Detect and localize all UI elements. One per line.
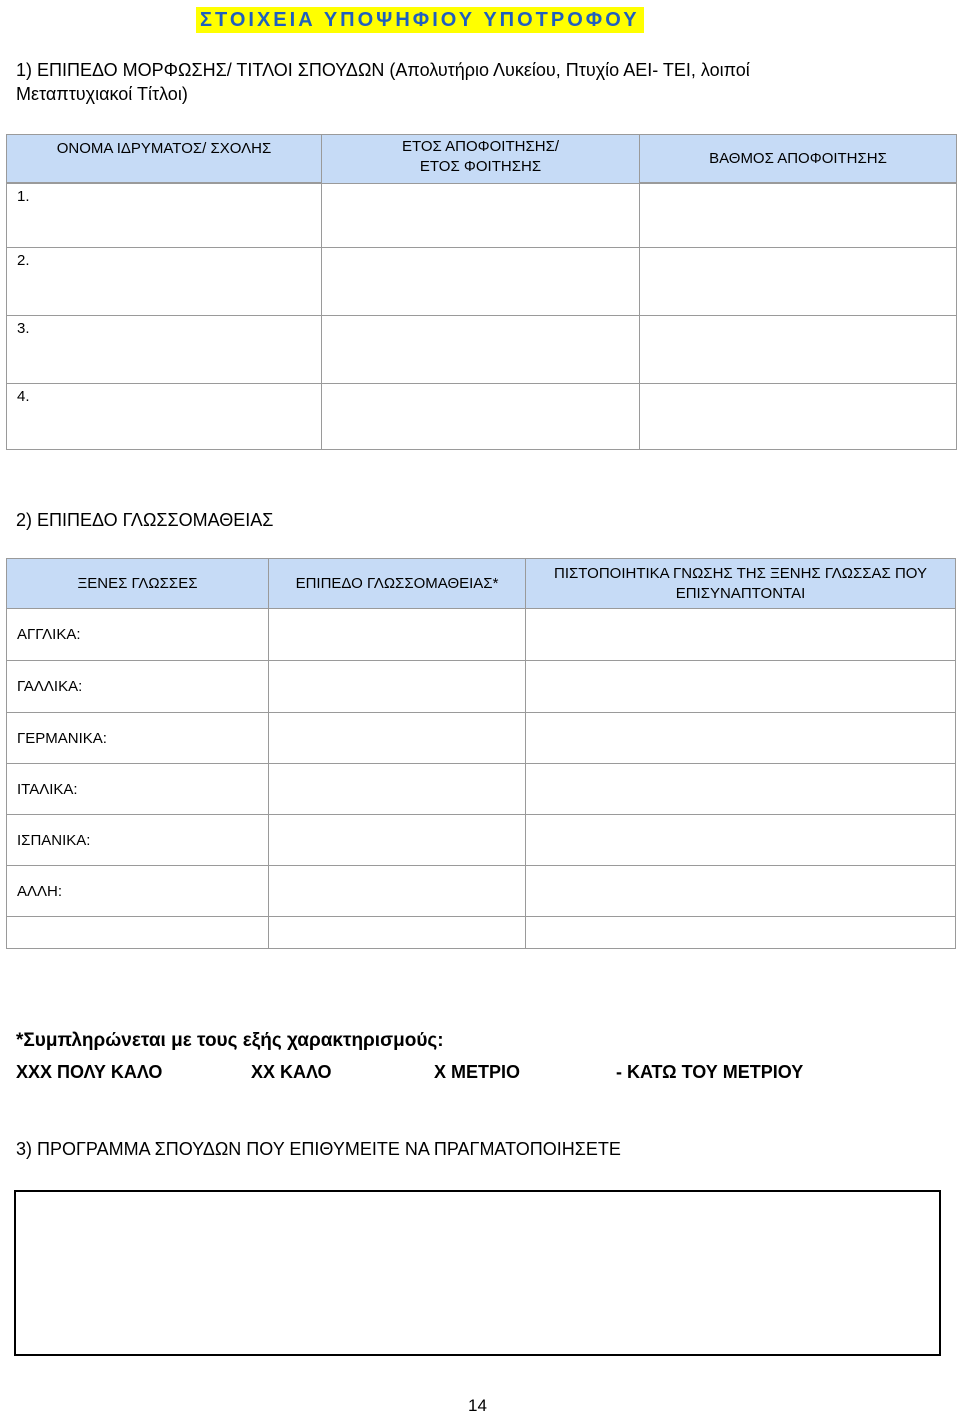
language-level-cell[interactable] (269, 609, 526, 661)
language-level-cell[interactable] (269, 713, 526, 764)
row-number: 1. (17, 188, 30, 205)
page-title: ΣΤΟΙΧΕΙΑ ΥΠΟΨΗΦΙΟΥ ΥΠΟΤΡΟΦΟΥ (196, 7, 644, 33)
col-grade-header: ΒΑΘΜΟΣ ΑΠΟΦΟΙΤΗΣΗΣ (640, 135, 957, 183)
language-row-label: ΑΛΛΗ: (7, 866, 269, 917)
education-row-1[interactable] (7, 184, 322, 248)
language-row-label: ΓΕΡΜΑΝΙΚΑ: (7, 713, 269, 764)
education-table (6, 134, 957, 450)
language-certificate-cell[interactable] (526, 713, 956, 764)
col-graduation-year-header: ΕΤΟΣ ΑΠΟΦΟΙΤΗΣΗΣ/ ΕΤΟΣ ΦΟΙΤΗΣΗΣ (322, 135, 640, 184)
section-2-heading: 2) ΕΠΙΠΕΔΟ ΓΛΩΣΣΟΜΑΘΕΙΑΣ (16, 510, 274, 530)
language-level-cell[interactable] (269, 764, 526, 815)
language-row-label: ΙΣΠΑΝΙΚΑ: (7, 815, 269, 866)
language-certificate-cell[interactable] (526, 815, 956, 866)
education-year-cell[interactable] (322, 316, 640, 384)
language-level-cell[interactable] (269, 866, 526, 917)
section-1-heading (16, 58, 750, 106)
row-number: 4. (17, 388, 30, 405)
language-other-name-cell[interactable] (7, 917, 269, 949)
education-row-2[interactable] (7, 248, 322, 316)
col-level-header: ΕΠΙΠΕΔΟ ΓΛΩΣΣΟΜΑΘΕΙΑΣ* (269, 559, 526, 609)
section-1-heading-line2: Μεταπτυχιακοί Τίτλοι) (16, 84, 188, 104)
education-row-3[interactable] (7, 316, 322, 384)
rating-good: ΧΧ ΚΑΛΟ (251, 1062, 332, 1082)
page-number: 14 (468, 1396, 487, 1415)
education-grade-cell[interactable] (640, 184, 957, 248)
language-level-cell[interactable] (269, 815, 526, 866)
language-level-cell[interactable] (269, 917, 526, 949)
row-number: 3. (17, 320, 30, 337)
language-certificate-cell[interactable] (526, 764, 956, 815)
col-languages-header: ΞΕΝΕΣ ΓΛΩΣΣΕΣ (7, 559, 269, 609)
education-row-4[interactable] (7, 384, 322, 450)
language-table (6, 558, 956, 949)
language-level-cell[interactable] (269, 661, 526, 713)
education-grade-cell[interactable] (640, 316, 957, 384)
language-row-label: ΙΤΑΛΙΚΑ: (7, 764, 269, 815)
rating-average: Χ ΜΕΤΡΙΟ (434, 1062, 521, 1082)
rating-below-average: - ΚΑΤΩ ΤΟΥ ΜΕΤΡΙΟΥ (616, 1062, 804, 1082)
study-program-textbox[interactable] (14, 1190, 941, 1356)
education-year-cell[interactable] (322, 184, 640, 248)
section-1-heading-line1: 1) ΕΠΙΠΕΔΟ ΜΟΡΦΩΣΗΣ/ ΤΙΤΛΟΙ ΣΠΟΥΔΩΝ (Απολυτήριο Λυκείου, Πτυχίο ΑΕΙ- ΤΕΙ, λοιποί (16, 60, 750, 80)
rating-note-heading: *Συμπληρώνεται με τους εξής χαρακτηρισμούς: (16, 1030, 444, 1051)
language-row-label: ΑΓΓΛΙΚΑ: (7, 609, 269, 661)
language-certificate-cell[interactable] (526, 661, 956, 713)
education-grade-cell[interactable] (640, 384, 957, 450)
language-certificate-cell[interactable] (526, 917, 956, 949)
rating-very-good: ΧΧΧ ΠΟΛΥ ΚΑΛΟ (16, 1062, 163, 1082)
education-year-cell[interactable] (322, 384, 640, 450)
language-row-label: ΓΑΛΛΙΚΑ: (7, 661, 269, 713)
row-number: 2. (17, 252, 30, 269)
col-certificates-header: ΠΙΣΤΟΠΟΙΗΤΙΚΑ ΓΝΩΣΗΣ ΤΗΣ ΞΕΝΗΣ ΓΛΩΣΣΑΣ ΠΟΥ ΕΠΙΣΥΝΑΠΤΟΝΤΑΙ (526, 559, 956, 609)
education-grade-cell[interactable] (640, 248, 957, 316)
language-certificate-cell[interactable] (526, 609, 956, 661)
col-institution-header: ΟΝΟΜΑ ΙΔΡΥΜΑΤΟΣ/ ΣΧΟΛΗΣ (7, 135, 322, 183)
education-year-cell[interactable] (322, 248, 640, 316)
language-certificate-cell[interactable] (526, 866, 956, 917)
section-3-heading: 3) ΠΡΟΓΡΑΜΜΑ ΣΠΟΥΔΩΝ ΠΟΥ ΕΠΙΘΥΜΕΙΤΕ ΝΑ ΠΡΑΓΜΑΤΟΠΟΙΗΣΕΤΕ (16, 1139, 621, 1159)
